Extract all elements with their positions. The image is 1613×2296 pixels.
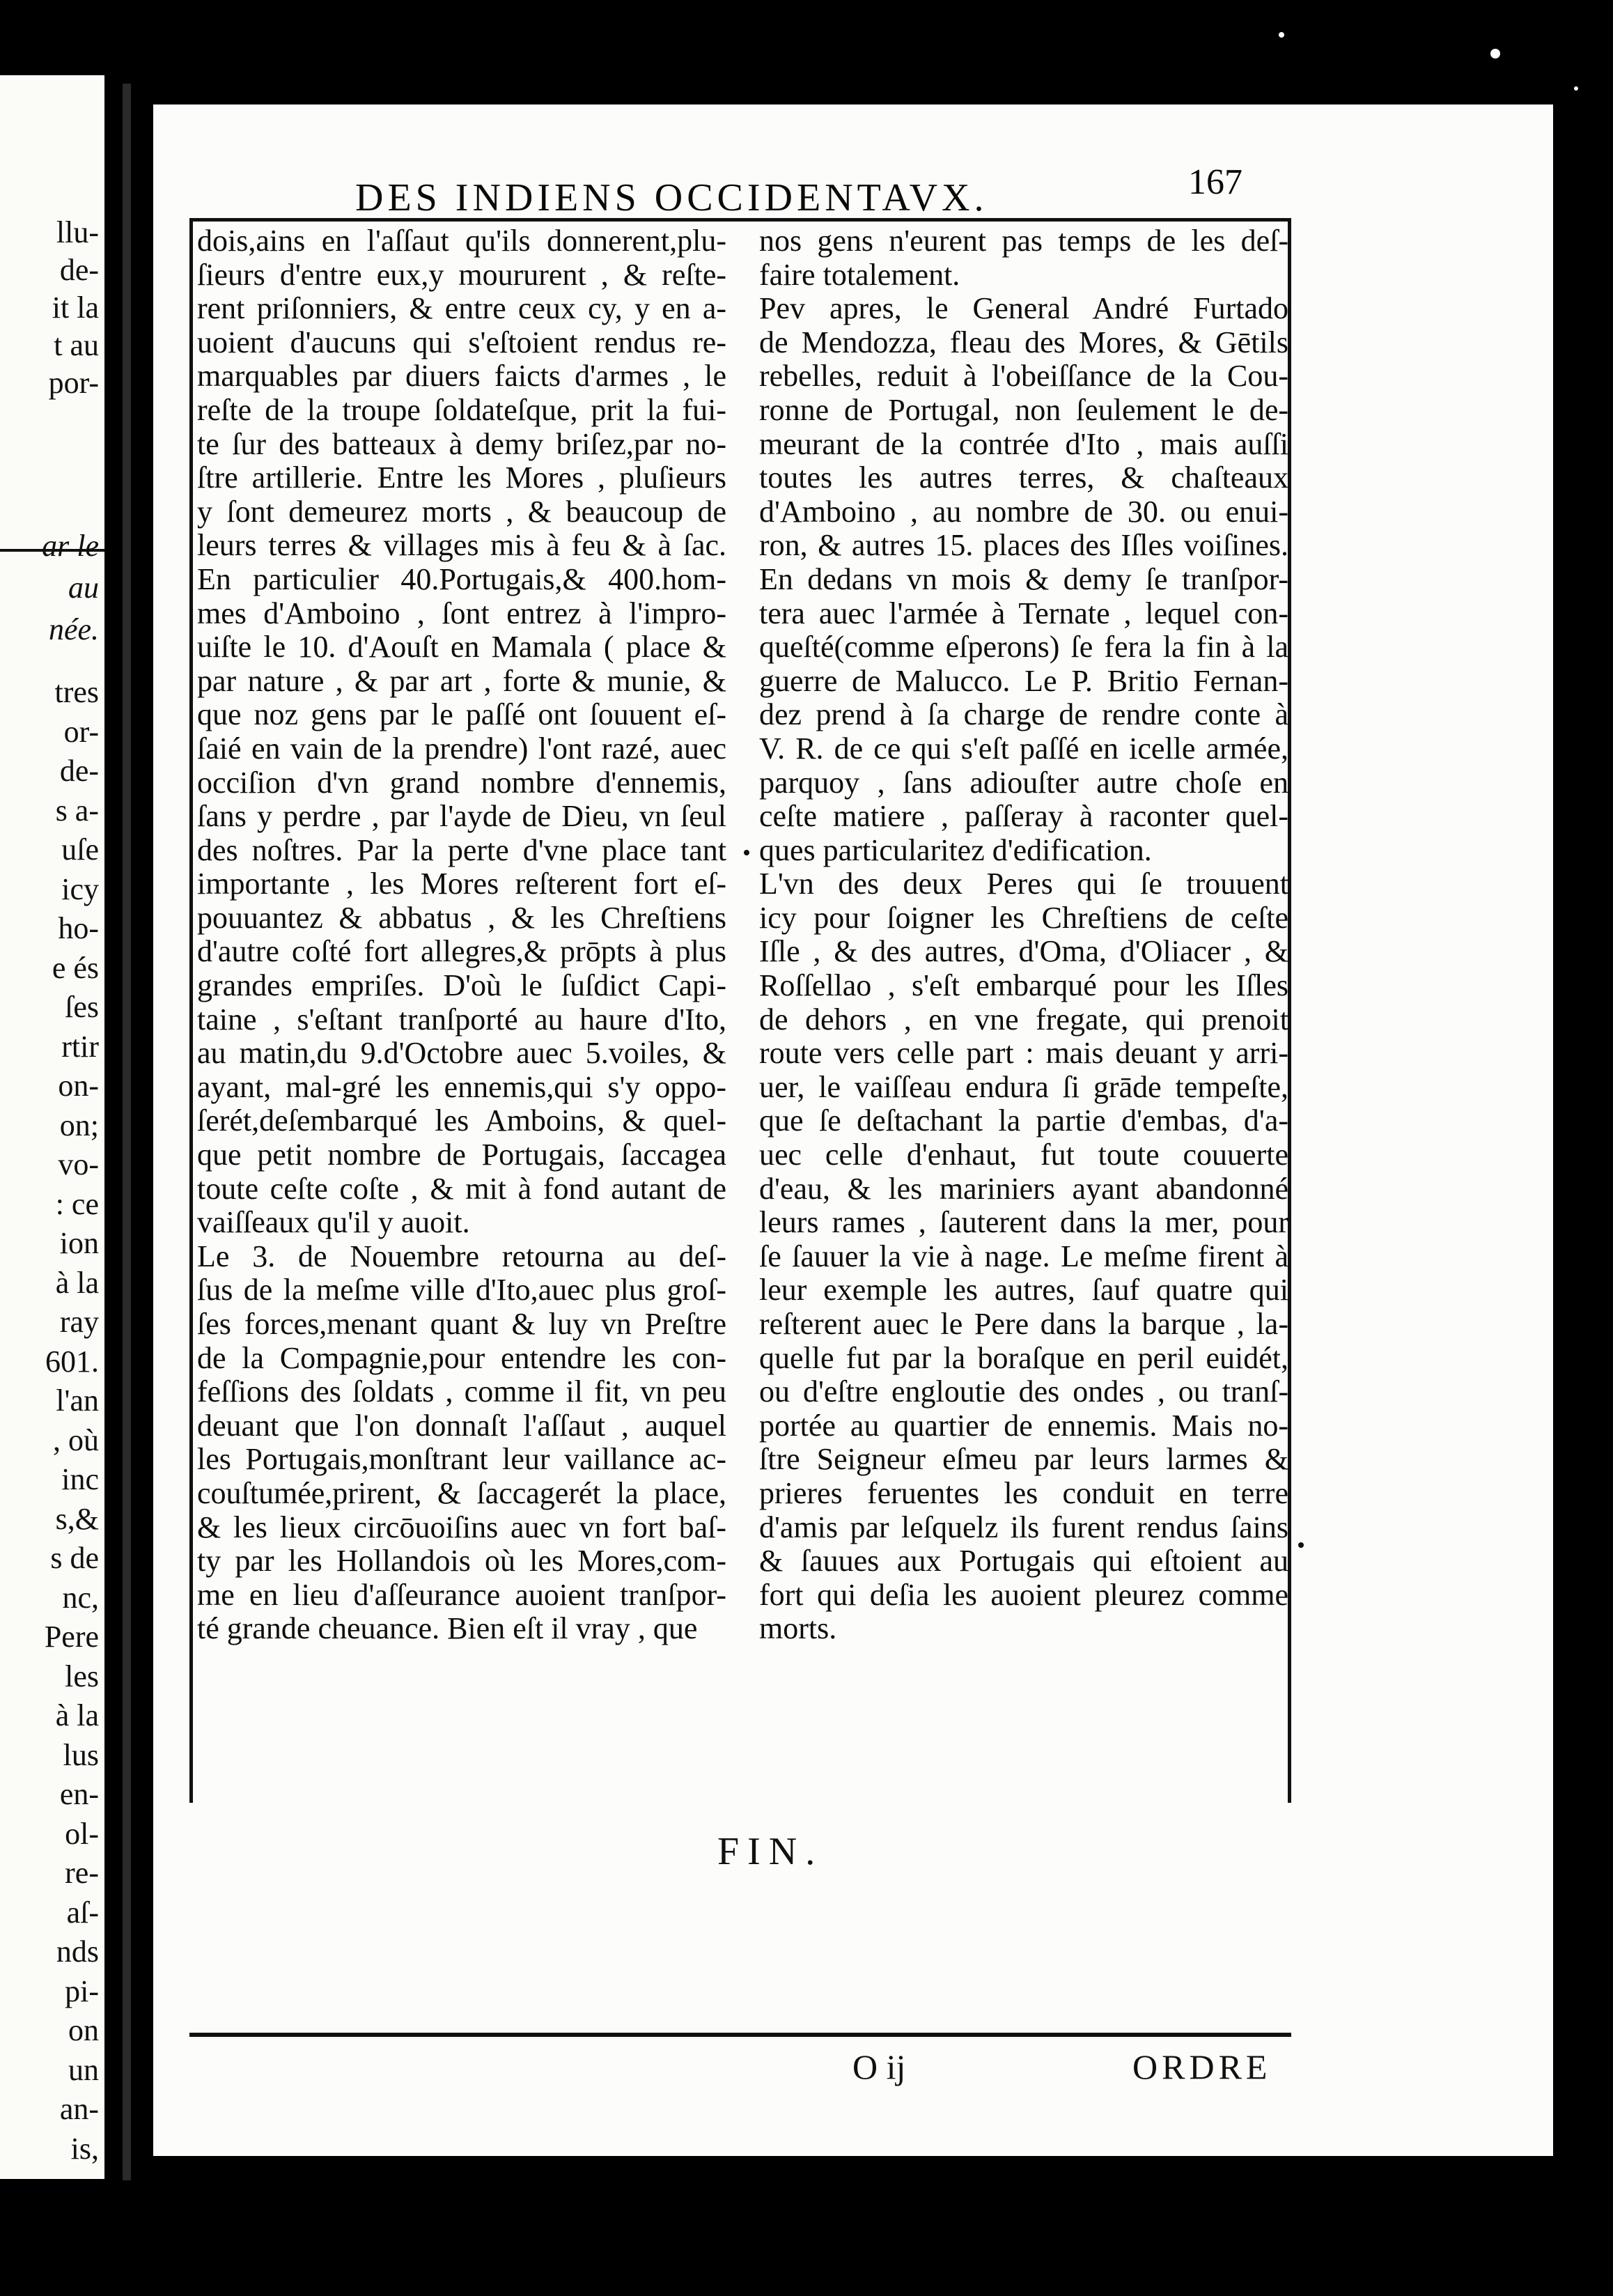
facing-page-text: née. xyxy=(48,612,99,646)
margin-speck xyxy=(744,850,749,855)
right-column xyxy=(759,224,1288,1646)
scan-speck xyxy=(1279,32,1284,38)
text-line: nos gens n'eurent pas temps de les deſ- xyxy=(759,224,1288,258)
facing-page-text: en- xyxy=(59,1777,99,1811)
facing-page-fragment xyxy=(0,75,104,2179)
facing-page-text: s,& xyxy=(55,1501,99,1536)
text-line: té grande cheuance. Bien eſt il vray , que xyxy=(197,1612,698,1646)
text-line: d'eau, & les mariniers ayant abandonné xyxy=(759,1172,1288,1206)
text-line: prieres feruentes les conduit en terre xyxy=(759,1476,1288,1510)
text-line: tera auec l'armée à Ternate , lequel con- xyxy=(759,596,1288,630)
text-line: toutes les autres terres, & chaſteaux xyxy=(759,461,1288,495)
text-line: ſes forces,menant quant & luy vn Preſtre xyxy=(197,1308,726,1341)
text-line: te ſur des batteaux à demy briſez,par no- xyxy=(197,427,726,461)
text-line: importante , les Mores reſterent fort eſ- xyxy=(197,867,726,901)
text-line: & les lieux circōuoiſins auec vn fort baſ- xyxy=(197,1510,726,1544)
text-line: L'vn des deux Peres qui ſe trouuent xyxy=(759,867,1288,901)
facing-page-text: uſe xyxy=(61,832,99,867)
text-line: faire totalement. xyxy=(759,258,960,292)
text-line: fort qui deſia les auoient pleurez comme xyxy=(759,1578,1288,1612)
facing-page-text: l'an xyxy=(56,1383,99,1418)
signature-mark: O ij xyxy=(852,2047,906,2086)
fin-mark: FIN. xyxy=(717,1830,824,1873)
text-line: leurs terres & villages mis à feu & à ſac. xyxy=(197,529,726,563)
facing-page-text: Pere xyxy=(44,1620,99,1654)
text-line: uiſte le 10. d'Aouſt en Mamala ( place & xyxy=(197,630,726,665)
facing-page-text: un xyxy=(68,2052,99,2087)
text-line: guerre de Malucco. Le P. Britio Fernan- xyxy=(759,664,1288,698)
text-line: pouuantez & abbatus , & les Chreſtiens xyxy=(197,901,726,935)
text-line: meurant de la contrée d'Ito , mais auſſi xyxy=(759,427,1288,461)
text-line: Iſle , & des autres, d'Oma, d'Oliacer , & xyxy=(759,935,1288,969)
text-line: ſtre artillerie. Entre les Mores , pluſieurs xyxy=(197,461,726,495)
text-line: Roſſellao , s'eſt embarqué pour les Iſles xyxy=(759,969,1288,1003)
facing-page-text: on xyxy=(68,2013,99,2047)
facing-page-text: llu- xyxy=(56,215,99,249)
text-line: de Mendozza, fleau des Mores, & Gētils xyxy=(759,325,1288,359)
text-line: uoient d'aucuns qui s'eſtoient rendus re- xyxy=(197,325,726,359)
facing-page-text: on; xyxy=(59,1108,99,1142)
text-line: reſte de la troupe ſoldateſque, prit la fui- xyxy=(197,393,726,427)
text-line: ques particularitez d'edification. xyxy=(759,833,1152,867)
text-line: ayant, mal-gré les ennemis,qui s'y oppo- xyxy=(197,1070,726,1104)
text-line: par nature , & par art , forte & munie, & xyxy=(197,664,726,698)
gutter-shadow xyxy=(123,84,131,2180)
text-line: que petit nombre de Portugais, ſaccagea xyxy=(197,1138,726,1172)
text-line: rent priſonniers, & entre ceux cy, y en a- xyxy=(197,292,726,326)
facing-page-text: e és xyxy=(52,950,99,985)
text-line: En dedans vn mois & demy ſe tranſpor- xyxy=(759,562,1288,596)
text-line: quelle fut par la boraſque en peril euidét, xyxy=(759,1341,1288,1375)
page-header xyxy=(188,159,1288,217)
text-line: grandes empriſes. D'où le ſuſdict Capi- xyxy=(197,969,726,1003)
facing-page-text: inc xyxy=(61,1462,99,1496)
facing-page-text: au xyxy=(68,571,99,605)
facing-page-text: 601. xyxy=(45,1344,99,1379)
left-column xyxy=(197,224,726,1646)
text-line: les Portugais,monſtrant leur vaillance ac- xyxy=(197,1443,726,1477)
text-line: Pev apres, le General André Furtado xyxy=(759,292,1288,326)
facing-page-text: ar le xyxy=(42,529,99,563)
text-line: d'autre coſté fort allegres,& prōpts à plus xyxy=(197,935,726,969)
text-line: rebelles, reduit à l'obeiſſance de la Cou- xyxy=(759,359,1288,394)
text-line: ſus de la meſme ville d'Ito,auec plus groſ- xyxy=(197,1273,726,1308)
facing-page-text: à la xyxy=(55,1698,99,1732)
text-line: ron, & autres 15. places des Iſles voiſines. xyxy=(759,529,1288,563)
text-line: leurs rames , ſauterent dans la mer, pour xyxy=(759,1206,1288,1240)
text-line: & ſauues aux Portugais qui eſtoient au xyxy=(759,1544,1288,1578)
text-line: toute ceſte coſte , & mit à fond autant de xyxy=(197,1172,726,1206)
facing-page-text: ray xyxy=(59,1305,99,1339)
facing-page-text: re- xyxy=(65,1856,99,1890)
text-line: des noſtres. Par la perte d'vne place tant xyxy=(197,833,726,867)
catchword: ORDRE xyxy=(1132,2047,1272,2086)
text-line: ou d'eſtre engloutie des ondes , ou tranſ- xyxy=(759,1375,1288,1409)
text-line: me en lieu d'aſſeurance auoient tranſpor- xyxy=(197,1578,726,1612)
facing-page-text: de- xyxy=(59,253,99,287)
scan-speck xyxy=(1490,49,1500,59)
facing-page-text: ol- xyxy=(65,1816,99,1851)
text-line: ſans y perdre , par l'ayde de Dieu, vn ſeul xyxy=(197,800,726,834)
text-line: vaiſſeaux qu'il y auoit. xyxy=(197,1206,470,1240)
text-line: icy pour ſoigner les Chreſtiens de ceſte xyxy=(759,901,1288,935)
facing-page-text: de- xyxy=(59,754,99,788)
facing-page-text: is, xyxy=(70,2131,99,2166)
text-line: d'amis par leſquelz ils furent rendus ſains xyxy=(759,1510,1288,1544)
text-line: ſaié en vain de la prendre) l'ont razé, auec xyxy=(197,731,726,766)
facing-page-text: s a- xyxy=(55,793,99,828)
bottom-rule xyxy=(189,2033,1291,2037)
text-line: queſté(comme eſperons) ſe fera la fin à la xyxy=(759,630,1288,665)
text-line: morts. xyxy=(759,1612,837,1646)
scan-speck xyxy=(1574,86,1578,91)
facing-page-text: an- xyxy=(59,2092,99,2126)
text-line: parquoy , ſans adiouſter autre choſe en xyxy=(759,766,1288,800)
facing-page-text: rtir xyxy=(61,1029,99,1064)
text-line: leur exemple les autres, ſauf quatre qui xyxy=(759,1273,1288,1308)
text-line: uer, le vaiſſeau endura ſi grāde tempeſte, xyxy=(759,1070,1288,1104)
text-line: route vers celle part : mais deuant y arri- xyxy=(759,1037,1288,1071)
facing-page-text: aſ- xyxy=(66,1895,99,1930)
facing-page-text: : ce xyxy=(55,1186,99,1221)
text-line: que noz gens par le paſſé ont ſouuent eſ- xyxy=(197,698,726,732)
facing-page-text: à la xyxy=(55,1265,99,1300)
text-line: ſieurs d'entre eux,y moururent , & reſte- xyxy=(197,258,726,292)
text-line: marquables par diuers faicts d'armes , le xyxy=(197,359,726,394)
running-title: DES INDIENS OCCIDENTAVX. xyxy=(355,176,988,219)
text-line: ceſte matiere , paſſeray à raconter quel- xyxy=(759,800,1288,834)
facing-page-text: t au xyxy=(54,328,99,362)
text-line: En particulier 40.Portugais,& 400.hom- xyxy=(197,562,726,596)
text-line: y ſont demeurez morts , & beaucoup de xyxy=(197,495,726,529)
text-line: ſtre Seigneur eſmeu par leurs larmes & xyxy=(759,1443,1288,1477)
facing-page-text: , où xyxy=(53,1422,99,1457)
text-line: ſe ſauuer la vie à nage. Le meſme firent à xyxy=(759,1239,1288,1273)
facing-page-text: les xyxy=(65,1659,99,1693)
facing-page-text: ho- xyxy=(58,911,99,945)
text-line: de la Compagnie,pour entendre les con- xyxy=(197,1341,726,1375)
text-line: que ſe deſtachant la partie d'embas, d'a- xyxy=(759,1104,1288,1138)
facing-page-text: on- xyxy=(58,1069,99,1103)
facing-page-text: por- xyxy=(48,366,99,400)
text-line: Le 3. de Nouembre retourna au deſ- xyxy=(197,1239,726,1273)
facing-page-text: ſes xyxy=(65,990,99,1024)
facing-page-text: ion xyxy=(59,1226,99,1260)
text-line: mes d'Amboino , ſont entrez à l'impro- xyxy=(197,596,726,630)
facing-page-text: pi- xyxy=(65,1973,99,2008)
text-line: dez prend à ſa charge de rendre conte à xyxy=(759,698,1288,732)
facing-page-text: it la xyxy=(52,290,99,325)
margin-speck xyxy=(1298,1542,1304,1548)
text-line: portée au quartier de ennemis. Mais no- xyxy=(759,1409,1288,1443)
text-line: couſtumée,prirent, & ſaccagerét la place, xyxy=(197,1476,726,1510)
page-number: 167 xyxy=(1188,162,1242,202)
facing-page-text: nds xyxy=(56,1934,99,1969)
facing-page-text: s de xyxy=(50,1541,99,1575)
text-line: reſterent auec le Pere dans la barque , la- xyxy=(759,1308,1288,1341)
text-line: occiſion d'vn grand nombre d'ennemis, xyxy=(197,766,726,800)
text-line: ſerét,deſembarqué les Amboins, & quel- xyxy=(197,1104,726,1138)
text-line: de dehors , en vne fregate, qui prenoit xyxy=(759,1002,1288,1037)
facing-page-text: nc, xyxy=(62,1580,99,1615)
facing-page-text: icy xyxy=(61,871,99,906)
text-line: feſſions des ſoldats , comme il fit, vn peu xyxy=(197,1375,726,1409)
text-line: ronne de Portugal, non ſeulement le de- xyxy=(759,393,1288,427)
text-line: d'Amboino , au nombre de 30. ou enui- xyxy=(759,495,1288,529)
text-line: V. R. de ce qui s'eſt paſſé en icelle armée, xyxy=(759,731,1288,766)
facing-page-text: or- xyxy=(63,714,99,749)
facing-page-text: vo- xyxy=(58,1147,99,1181)
text-line: deuant que l'on donnaſt l'aſſaut , auquel xyxy=(197,1409,726,1443)
facing-page-text: lus xyxy=(63,1737,99,1772)
text-line: dois,ains en l'aſſaut qu'ils donnerent,plu- xyxy=(197,224,726,258)
text-line: uec celle d'enhaut, fut toute couuerte xyxy=(759,1138,1288,1172)
text-line: ty par les Hollandois où les Mores,com- xyxy=(197,1544,726,1578)
text-line: taine , s'eſtant tranſporté au haure d'Ito, xyxy=(197,1002,726,1037)
facing-page-text: tres xyxy=(54,675,99,709)
text-line: au matin,du 9.d'Octobre auec 5.voiles, & xyxy=(197,1037,726,1071)
